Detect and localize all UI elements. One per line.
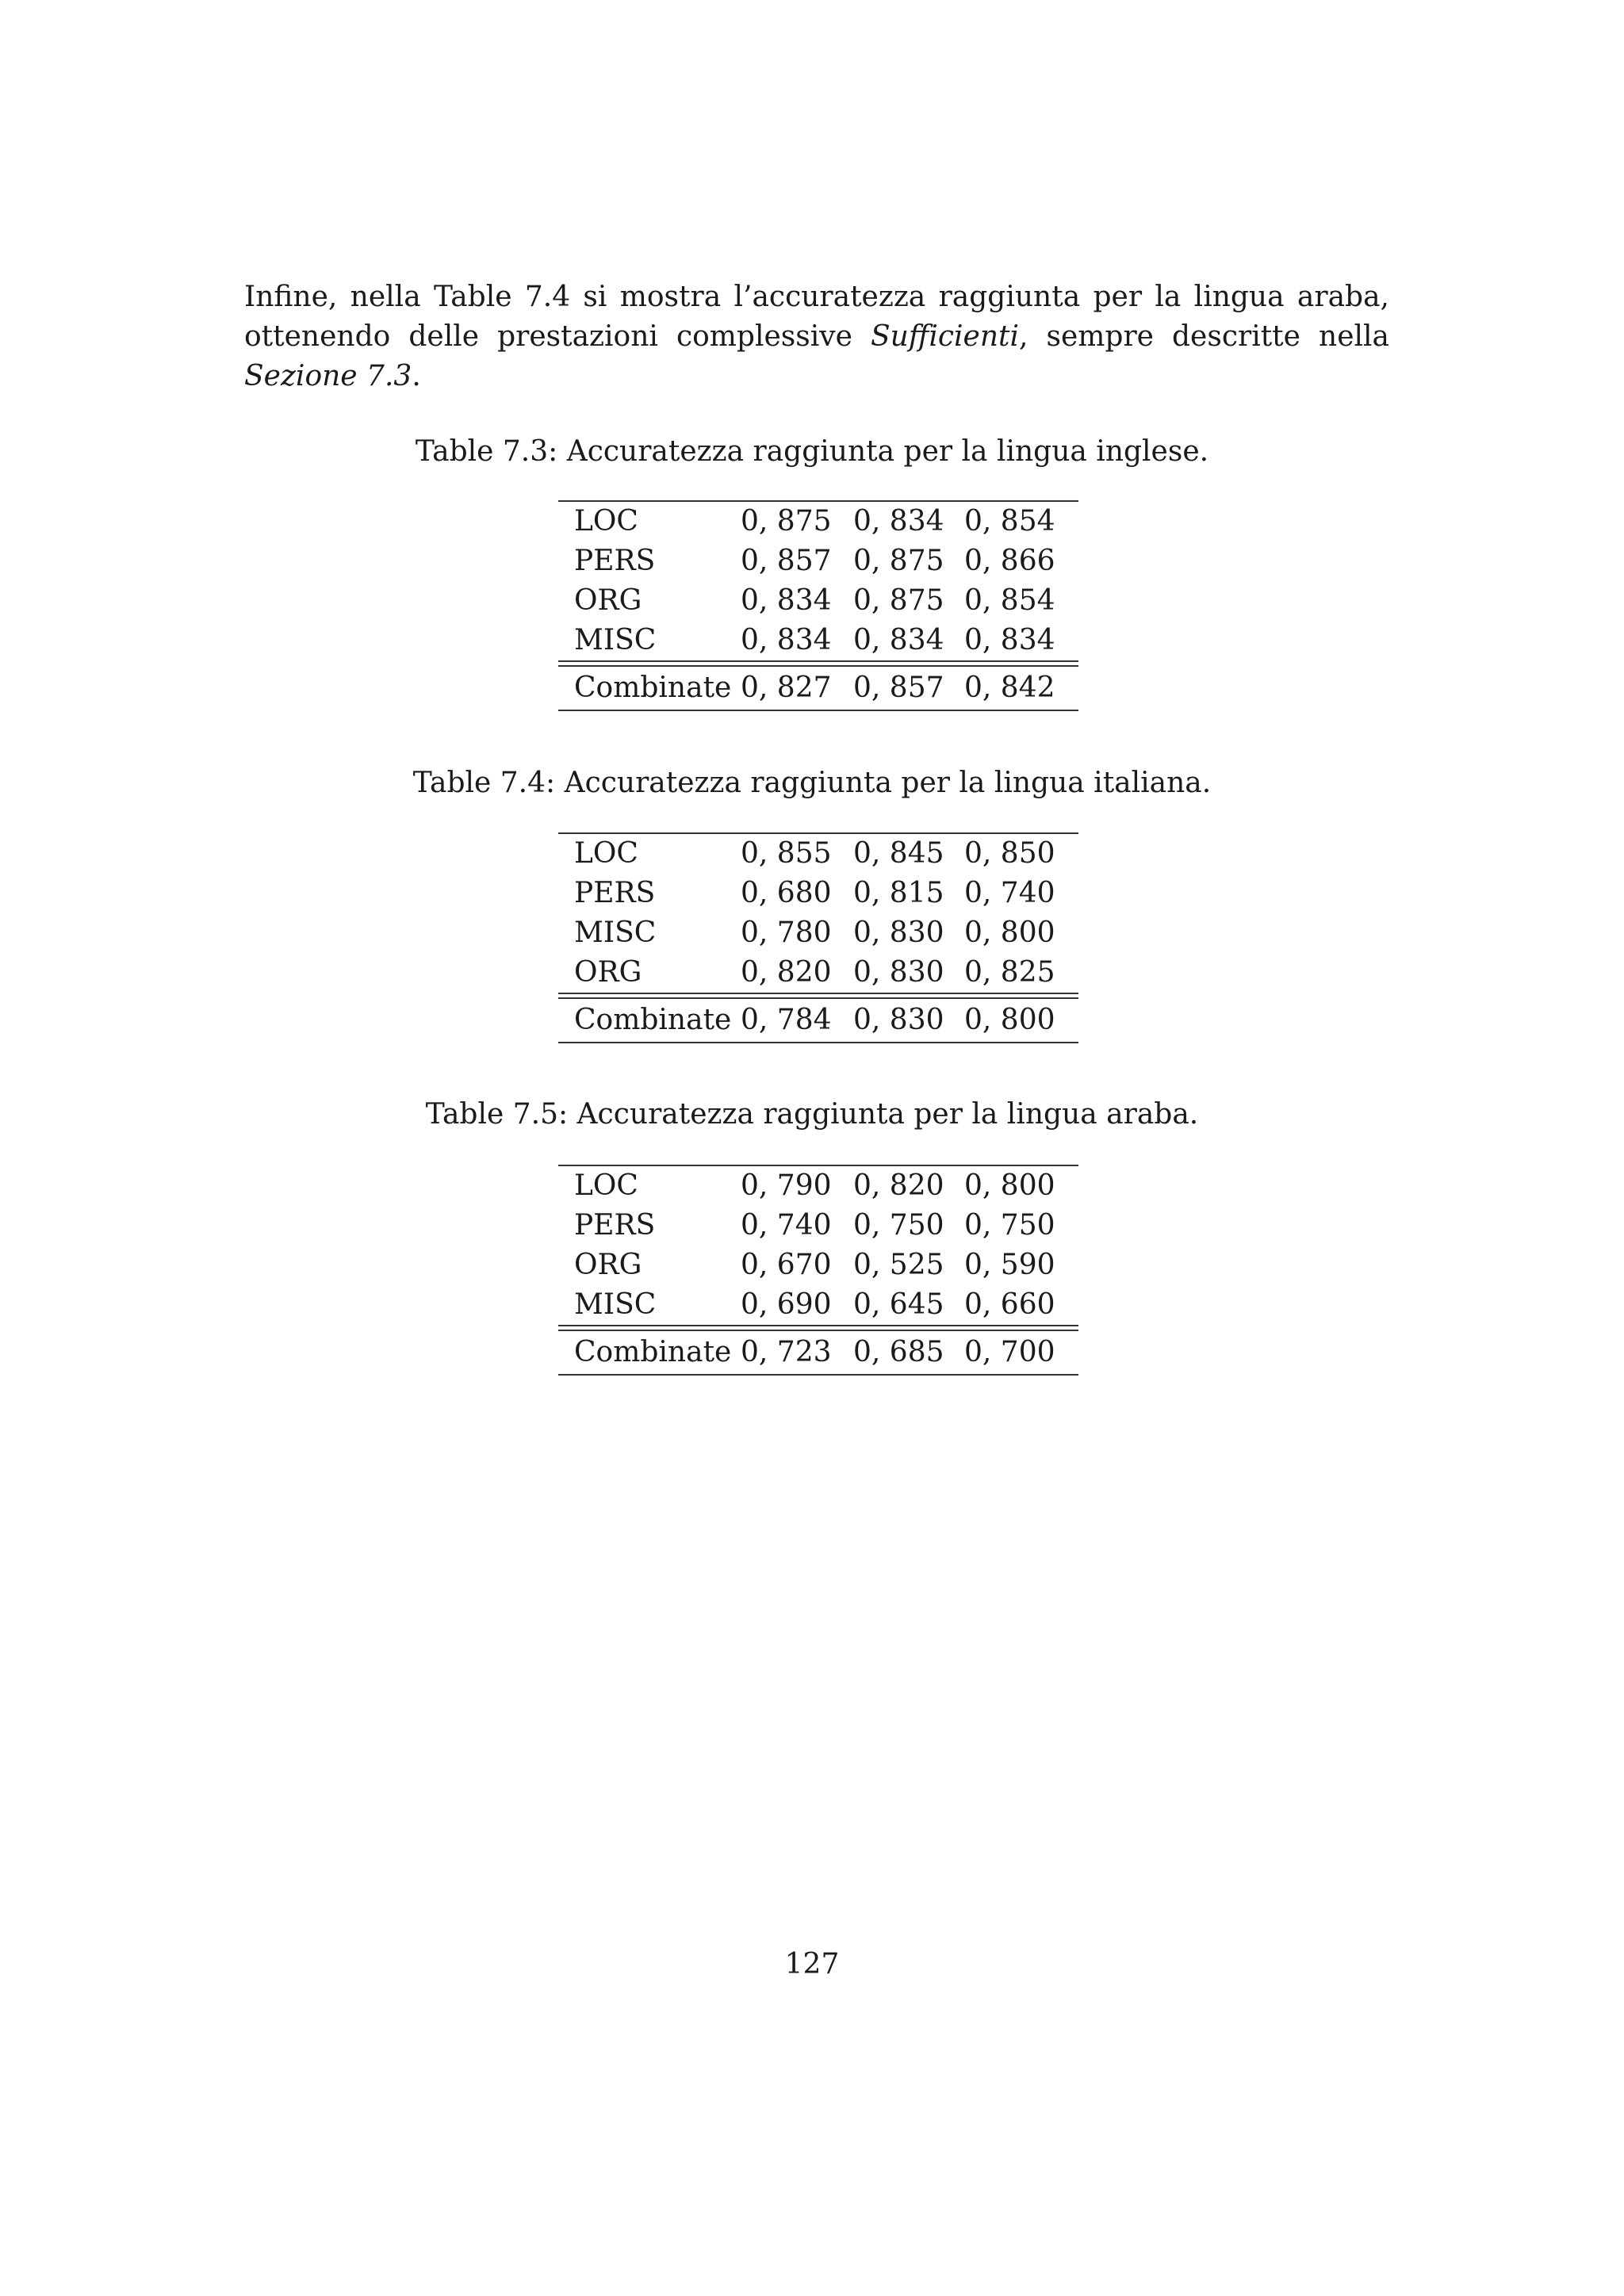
cell-value: 0, 800 (964, 916, 1055, 949)
cell-value: 0, 685 (853, 1330, 964, 1375)
row-label: LOC (558, 833, 741, 874)
cell-value: 0, 827 (741, 666, 853, 710)
cell-value: 0, 842 (964, 666, 1078, 710)
cell-value: 0, 834 (964, 621, 1078, 661)
paragraph-emphasis-1: Sufficienti (870, 320, 1019, 353)
cell-value: 0, 645 (853, 1285, 964, 1326)
cell-value: 0, 834 (741, 621, 853, 661)
cell-value: 0, 866 (964, 545, 1055, 577)
row-label: PERS (574, 877, 656, 909)
cell-value: 0, 834 (853, 621, 964, 661)
table-row (558, 501, 1078, 541)
table-row (558, 913, 1078, 953)
table-row (558, 953, 1078, 993)
table-row (558, 874, 1078, 913)
row-label: LOC (558, 1165, 741, 1206)
cell-value: 0, 690 (741, 1285, 853, 1326)
table-7-5 (558, 1165, 1078, 1376)
row-label: MISC (558, 1285, 741, 1326)
table-caption-7-3: Table 7.3: Accuratezza raggiunta per la lingua inglese. (415, 435, 1209, 468)
cell-value: 0, 875 (853, 584, 944, 617)
cell-value: 0, 800 (964, 998, 1078, 1043)
row-label: ORG (574, 1249, 642, 1281)
cell-value: 0, 830 (853, 953, 964, 993)
cell-value: 0, 740 (964, 877, 1055, 909)
table-row (558, 1246, 1078, 1285)
cell-value: 0, 790 (741, 1165, 853, 1206)
cell-value: 0, 700 (964, 1330, 1078, 1375)
table-row (558, 833, 1078, 874)
cell-value: 0, 723 (741, 1330, 853, 1375)
table-total-row (558, 998, 1078, 1043)
table-total-row (558, 1330, 1078, 1375)
cell-value: 0, 780 (741, 916, 832, 949)
cell-value: 0, 830 (853, 998, 964, 1043)
paragraph-emphasis-2: Sezione 7.3 (244, 360, 412, 392)
cell-value: 0, 740 (741, 1209, 832, 1242)
row-label: Combinate (558, 998, 741, 1043)
table-row (558, 541, 1078, 581)
cell-value: 0, 845 (853, 833, 964, 874)
cell-value: 0, 815 (853, 877, 944, 909)
row-label: ORG (574, 584, 642, 617)
row-label: PERS (574, 1209, 656, 1242)
intro-paragraph (244, 277, 1389, 396)
cell-value: 0, 660 (964, 1285, 1078, 1326)
cell-value: 0, 784 (741, 998, 853, 1043)
cell-value: 0, 834 (853, 501, 964, 541)
row-label: PERS (574, 545, 656, 577)
cell-value: 0, 875 (853, 545, 944, 577)
page-number: 127 (784, 1948, 840, 1980)
table-row (558, 1285, 1078, 1326)
cell-value: 0, 750 (964, 1209, 1055, 1242)
table-row (558, 1165, 1078, 1206)
row-label: Combinate (558, 1330, 741, 1375)
row-label: MISC (558, 621, 741, 661)
table-total-row (558, 666, 1078, 710)
cell-value: 0, 590 (964, 1249, 1055, 1281)
table-row (558, 621, 1078, 661)
cell-value: 0, 834 (741, 584, 832, 617)
row-label: MISC (574, 916, 657, 949)
cell-value: 0, 850 (964, 833, 1078, 874)
table-row (558, 581, 1078, 621)
cell-value: 0, 820 (853, 1165, 964, 1206)
cell-value: 0, 830 (853, 916, 944, 949)
paragraph-text-2: , sempre descritte nella (1018, 320, 1389, 353)
table-row (558, 1206, 1078, 1246)
cell-value: 0, 800 (964, 1165, 1078, 1206)
row-label: LOC (558, 501, 741, 541)
cell-value: 0, 854 (964, 501, 1078, 541)
cell-value: 0, 875 (741, 501, 853, 541)
cell-value: 0, 825 (964, 953, 1078, 993)
cell-value: 0, 854 (964, 584, 1055, 617)
cell-value: 0, 750 (853, 1209, 944, 1242)
row-label: ORG (558, 953, 741, 993)
table-7-3 (558, 500, 1078, 711)
cell-value: 0, 857 (853, 666, 964, 710)
cell-value: 0, 820 (741, 953, 853, 993)
cell-value: 0, 525 (853, 1249, 944, 1281)
paragraph-text-3: . (412, 360, 421, 392)
table-7-4 (558, 832, 1078, 1043)
row-label: Combinate (558, 666, 741, 710)
cell-value: 0, 857 (741, 545, 832, 577)
table-caption-7-5: Table 7.5: Accuratezza raggiunta per la lingua araba. (425, 1098, 1199, 1131)
cell-value: 0, 670 (741, 1249, 832, 1281)
cell-value: 0, 680 (741, 877, 832, 909)
table-caption-7-4: Table 7.4: Accuratezza raggiunta per la lingua italiana. (412, 767, 1212, 799)
paragraph-text-1: Infine, nella Table 7.4 si mostra l’accuratezza raggiunta per la lingua araba, ottenendo delle prestazioni complessive (244, 281, 1389, 353)
cell-value: 0, 855 (741, 833, 853, 874)
